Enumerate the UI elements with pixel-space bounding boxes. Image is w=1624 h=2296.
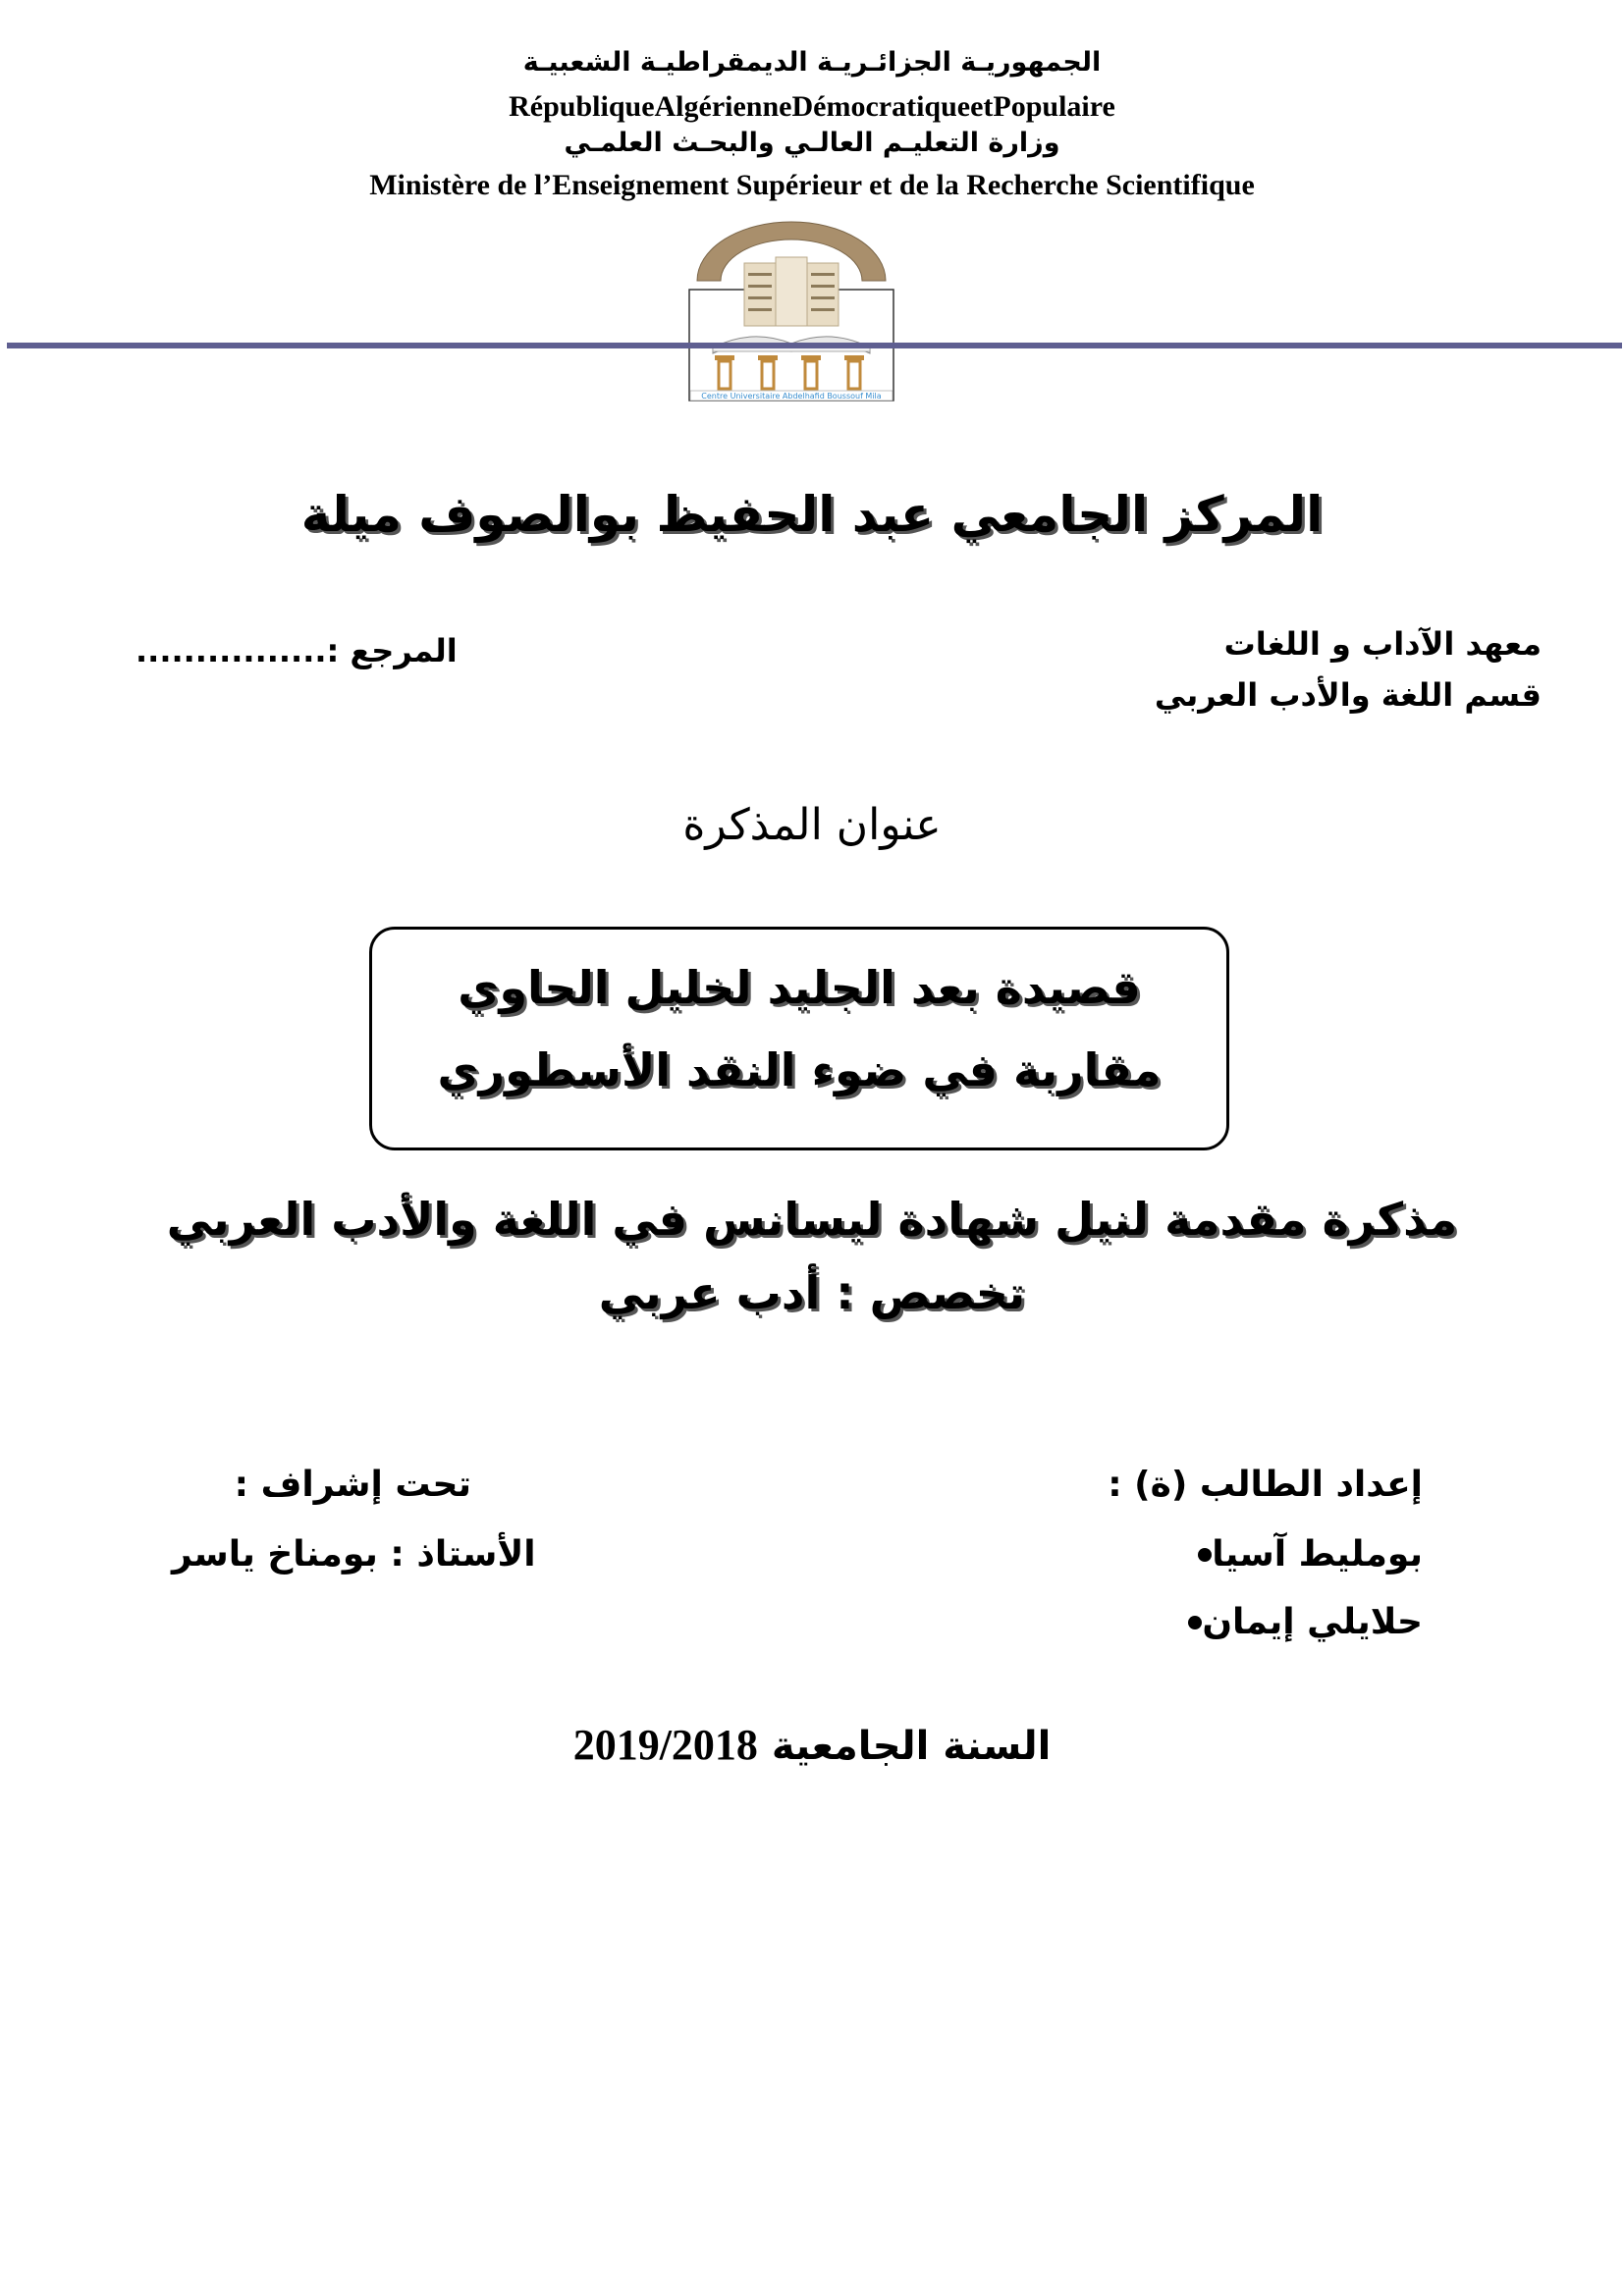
university-logo xyxy=(687,218,895,402)
republic-name-french: RépubliqueAlgérienneDémocratiqueetPopulaire xyxy=(509,90,1115,123)
student-name: حلايلي إيمان xyxy=(1202,1602,1423,1642)
logo-caption: Centre Universitaire Abdelhafid Boussouf Mila xyxy=(701,392,882,400)
reference-value: ................ xyxy=(135,632,327,669)
supervisor-label: تحت إشراف : xyxy=(234,1465,471,1505)
department-name: قسم اللغة والأدب العربي xyxy=(1154,676,1542,714)
academic-year xyxy=(0,1720,1624,1770)
header-divider xyxy=(7,343,1622,348)
students-label: إعداد الطالب (ة) : xyxy=(1108,1465,1423,1505)
reference-label: المرجع : xyxy=(326,632,458,669)
thesis-title-line-1: قصيدة بعد الجليد لخليل الحاوي xyxy=(458,961,1141,1014)
institution-title: المركز الجامعي عبد الحفيظ بوالصوف ميلة xyxy=(300,486,1324,543)
republic-name-arabic: الجمهوريـة الجزائـريـة الديمقراطيـة الشعبيـة xyxy=(522,47,1102,78)
institute-block xyxy=(1155,618,1542,721)
thesis-title-box xyxy=(369,927,1229,1150)
thesis-heading: عنوان المذكرة xyxy=(682,800,942,850)
reference-field xyxy=(135,632,489,669)
thesis-title-line-2: مقاربة في ضوء النقد الأسطوري xyxy=(437,1043,1162,1096)
specialization: تخصص : أدب عربي xyxy=(598,1266,1026,1319)
supervisor-name: الأستاذ : بومناخ ياسر xyxy=(172,1534,536,1575)
ministry-name-arabic: وزارة التعليـم العالـي والبحـث العلمـي xyxy=(564,128,1060,158)
bullet-icon xyxy=(1198,1548,1212,1562)
ministry-name-french: Ministère de l’Enseignement Supérieur et de la Recherche Scientifique xyxy=(369,169,1255,201)
institute-name: معهد الآداب و اللغات xyxy=(1223,625,1542,663)
degree-statement: مذكرة مقدمة لنيل شهادة ليسانس في اللغة والأدب العربي xyxy=(166,1193,1458,1246)
student-name: بومليط آسيا xyxy=(1212,1534,1423,1575)
student-item xyxy=(1168,1534,1423,1575)
student-item xyxy=(1159,1602,1423,1642)
academic-year-value: 2019/2018 xyxy=(572,1721,758,1769)
academic-year-label: السنة الجامعية xyxy=(771,1724,1052,1769)
bullet-icon xyxy=(1188,1616,1202,1629)
